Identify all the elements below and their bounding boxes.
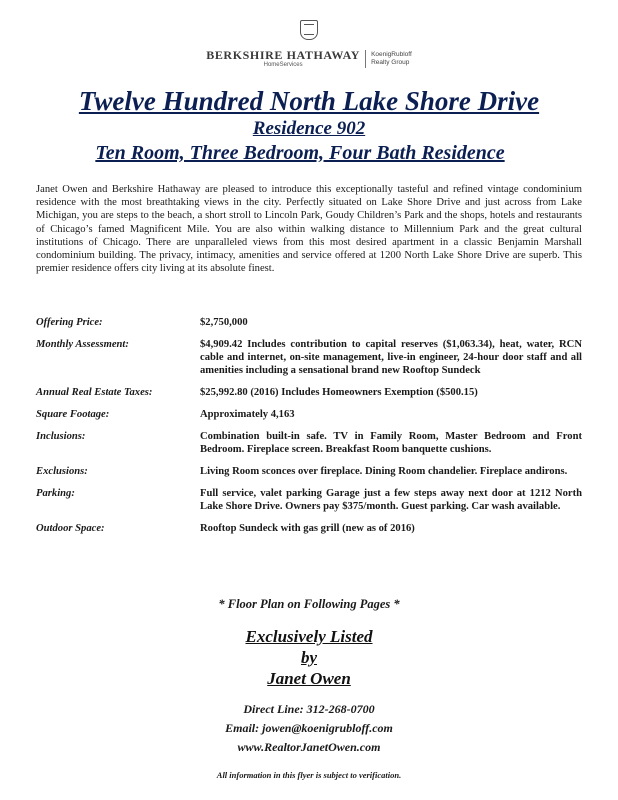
floor-plan-note: * Floor Plan on Following Pages * — [218, 597, 400, 611]
brand-subtitle: HomeServices — [263, 62, 303, 68]
email-contact: Email: jowen@koenigrubloff.com — [225, 721, 393, 735]
website-link[interactable]: www.RealtorJanetOwen.com — [237, 740, 381, 754]
residence-title: Residence 902 — [252, 118, 366, 139]
listing-line-2: by — [300, 648, 318, 667]
listing-agent-block — [0, 626, 618, 689]
direct-line: Direct Line: 312-268-0700 — [243, 702, 375, 716]
detail-label: Inclusions: — [36, 431, 86, 442]
listing-agent-name: Janet Owen — [267, 669, 351, 688]
disclaimer: All information in this flyer is subject to verification. — [216, 770, 402, 780]
bh-crest-icon — [300, 20, 318, 40]
detail-value: Approximately 4,163 — [200, 409, 295, 420]
detail-label: Exclusions: — [36, 466, 88, 477]
detail-row-inclusions — [36, 430, 582, 456]
detail-value: Full service, valet parking Garage just a few steps away next door at 1212 North Lake Shore Drive. Owners pay $375/month. Guest parking. Car wash available. — [200, 488, 582, 512]
detail-value: Combination built-in safe. TV in Family Room, Master Bedroom and Front Bedroom. Fireplace screen. Breakfast Room banquette cushions. — [200, 431, 582, 455]
brand-logo — [0, 20, 618, 69]
detail-label: Offering Price: — [36, 317, 103, 328]
detail-row-square-footage — [36, 408, 582, 421]
detail-value: $2,750,000 — [200, 317, 248, 328]
detail-row-taxes — [36, 386, 582, 399]
detail-label: Outdoor Space: — [36, 523, 105, 534]
detail-row-offering-price — [36, 316, 582, 329]
brand-name: BERKSHIRE HATHAWAY — [206, 48, 361, 62]
detail-value: $25,992.80 (2016) Includes Homeowners Exemption ($500.15) — [200, 387, 478, 398]
logo-divider — [365, 50, 366, 68]
detail-value: $4,909.42 Includes contribution to capital reserves ($1,063.34), heat, water, RCN cable and internet, on-site management, live-in engineer, 24-hour door staff and all amenities including a sensational brand new Rooftop Sundeck — [200, 339, 582, 376]
detail-value: Living Room sconces over fireplace. Dining Room chandelier. Fireplace andirons. — [200, 466, 568, 477]
listing-line-1: Exclusively Listed — [245, 627, 373, 646]
detail-row-exclusions — [36, 465, 582, 478]
property-details — [36, 316, 582, 544]
detail-label: Square Footage: — [36, 409, 110, 420]
detail-label: Annual Real Estate Taxes: — [36, 387, 153, 398]
detail-row-parking — [36, 487, 582, 513]
intro-paragraph: Janet Owen and Berkshire Hathaway are pleased to introduce this exceptionally tasteful and refined vintage condominium residence with the most breathtaking views in the city. Perfectly situated on Lake Shore Drive and just across from Lake Michigan, you are steps to the beach, a short stroll to Lincoln Park, Goudy Children’s Park and the shops, hotels and restaurants of Chicago’s famed Magnificent Mile. You are also within walking distance to Millennium Park and the great cultural institutions of Chicago. There are unparalleled views from this most desired apartment in a classic Benjamin Marshall condominium building. The privacy, intimacy, amenities and service offered at 1200 North Lake Shore Drive are superb. This premier residence offers city living at its absolute finest. — [36, 184, 582, 275]
residence-subtitle: Ten Room, Three Bedroom, Four Bath Residence — [95, 142, 505, 164]
partner-name: KoenigRubloff Realty Group — [371, 51, 412, 66]
page-title: Twelve Hundred North Lake Shore Drive — [78, 86, 540, 116]
detail-row-monthly-assessment — [36, 338, 582, 377]
detail-row-outdoor-space — [36, 522, 582, 535]
detail-value: Rooftop Sundeck with gas grill (new as of 2016) — [200, 523, 415, 534]
detail-label: Parking: — [36, 488, 75, 499]
detail-label: Monthly Assessment: — [36, 339, 129, 350]
